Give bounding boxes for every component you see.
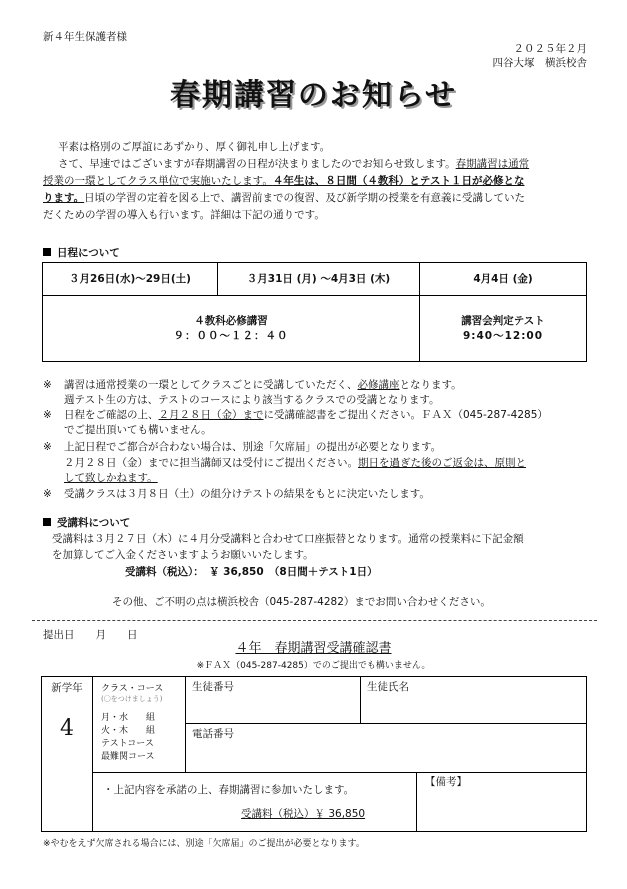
test-time: 9:40～12:00 — [462, 330, 544, 342]
note-3: 上記日程でご都合が合わない場合は、別途「欠席届」の提出が必要となります。 — [64, 441, 442, 453]
class-cell — [92, 676, 186, 773]
sender: 四谷大塚 横浜校舎 — [492, 57, 587, 69]
intro-line-4: ります。日頃の学習の定着を図る上で、講習前までの復習、及び新学期の授業を有意義に受講していた — [43, 192, 525, 204]
remarks-label: 【備考】 — [425, 776, 467, 788]
lesson-cell — [42, 295, 420, 362]
fee-heading: 受講料について — [43, 516, 130, 531]
note-mark-4: ※ — [43, 488, 52, 500]
submit-date: 提出日 月 日 — [43, 629, 138, 641]
grade-cell — [41, 676, 93, 832]
note-1: 講習は通常授業の一環としてクラスごとに受講していただく、必修講座となります。 — [64, 379, 462, 391]
class-sub: (〇をつけましょう) — [101, 695, 163, 703]
schedule-col-1: ３月26日(水)～29日(土) — [42, 262, 218, 296]
schedule-col-3: 4月4日 (金) — [419, 262, 587, 296]
fax-note: ※ＦＡＸ（045-287-4285）でのご提出でも構いません。 — [196, 661, 431, 671]
note-3-cont: ２月２８日（金）までに担当講師又は受付にご提出ください。期日を過ぎた後のご返金は、原則と — [64, 457, 526, 469]
consent-cell — [92, 772, 417, 832]
class-option-1: 月・水 組 — [101, 713, 156, 723]
class-option-4: 最難関コース — [101, 752, 155, 762]
date: ２０２５年２月 — [513, 43, 587, 55]
student-no-field[interactable] — [185, 676, 361, 724]
phone-label: 電話番号 — [192, 728, 234, 740]
intro-line-2: さて、早速ではございますが春期講習の日程が決まりましたのでお知らせ致します。春期講習は通常 — [58, 158, 530, 170]
square-bullet-icon — [43, 248, 51, 256]
remarks-field[interactable] — [416, 772, 587, 832]
student-name-label: 生徒氏名 — [367, 681, 409, 693]
test-cell — [419, 295, 587, 362]
consent-text: ・上記内容を承諾の上、春期講習に参加いたします。 — [103, 784, 355, 796]
square-bullet-icon — [43, 518, 51, 526]
form-box — [41, 676, 587, 832]
schedule-col-2: ３月31日 (月) ～4月3日 (木) — [217, 262, 420, 296]
test-name: 講習会判定テスト — [461, 315, 545, 327]
student-no-label: 生徒番号 — [192, 681, 234, 693]
note-1-cont: 週テスト生の方は、テストのコースにより該当するクラスでの受講となります。 — [64, 394, 440, 406]
phone-field[interactable] — [185, 723, 587, 773]
footer-note: ※やむをえず欠席される場合には、別途「欠席届」のご提出が必要となります。 — [43, 839, 365, 849]
grade-value: 4 — [60, 716, 74, 741]
contact-line: その他、ご不明の点は横浜校舎（045-287-4282）までお問い合わせください。 — [112, 596, 491, 608]
recipient: 新４年生保護者様 — [43, 31, 127, 43]
grade-label: 新学年 — [51, 682, 83, 694]
note-3-cont-2: して致しかねます。 — [64, 472, 158, 484]
lesson-time: ９：００～１２：４０ — [173, 330, 289, 342]
cut-line — [32, 620, 597, 621]
student-name-field[interactable] — [360, 676, 587, 724]
class-label: クラス・コース — [101, 684, 164, 694]
intro-line-5: だくための学習の導入も行います。詳細は下記の通りです。 — [43, 209, 325, 221]
note-mark-1: ※ — [43, 379, 52, 391]
note-2-cont: でご提出頂いても構いません。 — [64, 424, 212, 436]
intro-line-1: 平素は格別のご厚誼にあずかり、厚く御礼申し上げます。 — [58, 141, 331, 153]
schedule-table — [42, 262, 587, 362]
lesson-name: ４教科必修講習 — [194, 315, 268, 327]
note-4: 受講クラスは３月８日（土）の組分けテストの結果をもとに決定いたします。 — [64, 488, 430, 500]
fee-line-1: 受講料は３月２７日（木）に４月分受講料と合わせて口座振替となります。通常の授業料に下記金額 — [52, 533, 524, 545]
class-option-3: テストコース — [101, 739, 154, 749]
note-mark-3: ※ — [43, 441, 52, 453]
form-title: ４年 春期講習受講確認書 — [235, 641, 392, 656]
fee-amount: 受講料（税込）： ￥ 36,850 （8日間＋テスト1日） — [125, 566, 378, 578]
consent-fee: 受講料（税込）￥ 36,850 — [241, 808, 366, 820]
page-title: 春期講習のお知らせ — [169, 78, 458, 113]
schedule-heading: 日程について — [43, 246, 120, 261]
note-2: 日程をご確認の上、２月２８日（金）までに受講確認書をご提出ください。ＦＡＸ（045-287-4285） — [64, 409, 548, 421]
class-option-2: 火・木 組 — [101, 726, 156, 736]
fee-line-2: を加算してご入金くださいますようお願いいたします。 — [52, 549, 314, 561]
note-mark-2: ※ — [43, 409, 52, 421]
intro-line-3: 授業の一環としてクラス単位で実施いたします。４年生は、８日間（４教科）とテスト１日が必修とな — [43, 175, 525, 187]
